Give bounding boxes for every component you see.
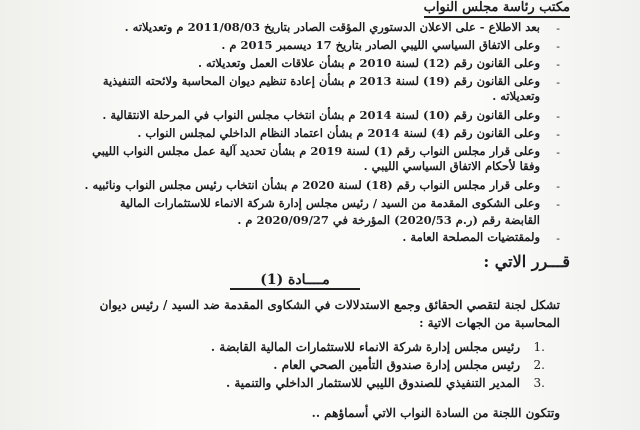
preamble-line-1: بعد الاطلاع - على الاعلان الدستوري المؤقت الصادر بتاريخ 2011/08/03 م وتعديلاته . bbox=[124, 20, 540, 34]
preamble-line-7: وعلى قرار مجلس النواب رقم (1) لسنة 2019 م بشأن تحديد آلية عمل مجلس النواب الليبي bbox=[92, 144, 540, 158]
preamble-line-10: ولمقتضيات المصلحة العامة . bbox=[402, 230, 540, 244]
bullet-mark: - bbox=[556, 128, 560, 141]
preamble-line-4-cont: وتعديلاته . bbox=[492, 89, 540, 103]
preamble-line-3: وعلى القانون رقم (12) لسنة 2010 م بشأن علاقات العمل وتعديلاته . bbox=[198, 56, 540, 70]
decision-heading: قـــرر الاتي : bbox=[483, 252, 570, 271]
preamble-line-9-cont: القابضة رقم (ر.م 2020/53) المؤرخة في 2020/09/27 م . bbox=[237, 213, 540, 227]
bullet-mark: - bbox=[556, 58, 560, 71]
list-item: رئيس مجلس إدارة شركة الانماء للاستثمارات المالية القابضة . bbox=[210, 340, 520, 354]
bullet-mark: - bbox=[556, 22, 560, 35]
list-item: رئيس مجلس إدارة صندوق التأمين الصحي العام . bbox=[273, 358, 520, 372]
preamble-line-4: وعلى القانون رقم (19) لسنة 2013 م بشأن إعادة تنظيم ديوان المحاسبة ولائحته التنفيذية bbox=[102, 74, 540, 88]
preamble-line-8: وعلى قرار مجلس النواب رقم (18) لسنة 2020 م بشأن انتخاب رئيس مجلس النواب ونائبيه . bbox=[84, 178, 540, 192]
preamble-line-6: وعلى القانون رقم (4) لسنة 2014 م بشأن اعتماد النظام الداخلي لمجلس النواب . bbox=[137, 126, 540, 140]
list-item: المدير التنفيذي للصندوق الليبي للاستثمار الداخلي والتنمية . bbox=[225, 376, 520, 390]
bullet-mark: - bbox=[556, 232, 560, 245]
committee-footer: وتتكون اللجنة من السادة النواب الاتي أسماؤهم .. bbox=[311, 406, 560, 420]
preamble-line-5: وعلى القانون رقم (10) لسنة 2014 م بشأن انتخاب مجلس النواب في المرحلة الانتقالية . bbox=[102, 108, 540, 122]
item-number: .1 bbox=[533, 340, 545, 354]
bullet-mark: - bbox=[556, 146, 560, 159]
item-number: .3 bbox=[533, 376, 545, 390]
preamble-line-2: وعلى الاتفاق السياسي الليبي الصادر بتاريخ 17 ديسمبر 2015 م . bbox=[221, 38, 540, 52]
bullet-mark: - bbox=[556, 180, 560, 193]
office-header: مكتب رئاسة مجلس النواب bbox=[424, 0, 570, 18]
article-intro-line-2: المحاسبة من الجهات الاتية : bbox=[419, 316, 560, 330]
bullet-mark: - bbox=[556, 40, 560, 53]
preamble-line-7-cont: وفقا لأحكام الاتفاق السياسي الليبي . bbox=[363, 159, 540, 173]
item-number: .2 bbox=[533, 358, 545, 372]
article-intro-line-1: تشكل لجنة لتقصي الحقائق وجمع الاستدلالات في الشكاوى المقدمة ضد السيد / رئيس ديوان bbox=[99, 298, 560, 312]
article-title: مــــادة (1) bbox=[230, 272, 360, 290]
bullet-mark: - bbox=[556, 198, 560, 211]
preamble-line-9: وعلى الشكوى المقدمة من السيد / رئيس مجلس إدارة شركة الانماء للاستثمارات المالية bbox=[119, 196, 540, 210]
bullet-mark: - bbox=[556, 76, 560, 89]
bullet-mark: - bbox=[556, 110, 560, 123]
